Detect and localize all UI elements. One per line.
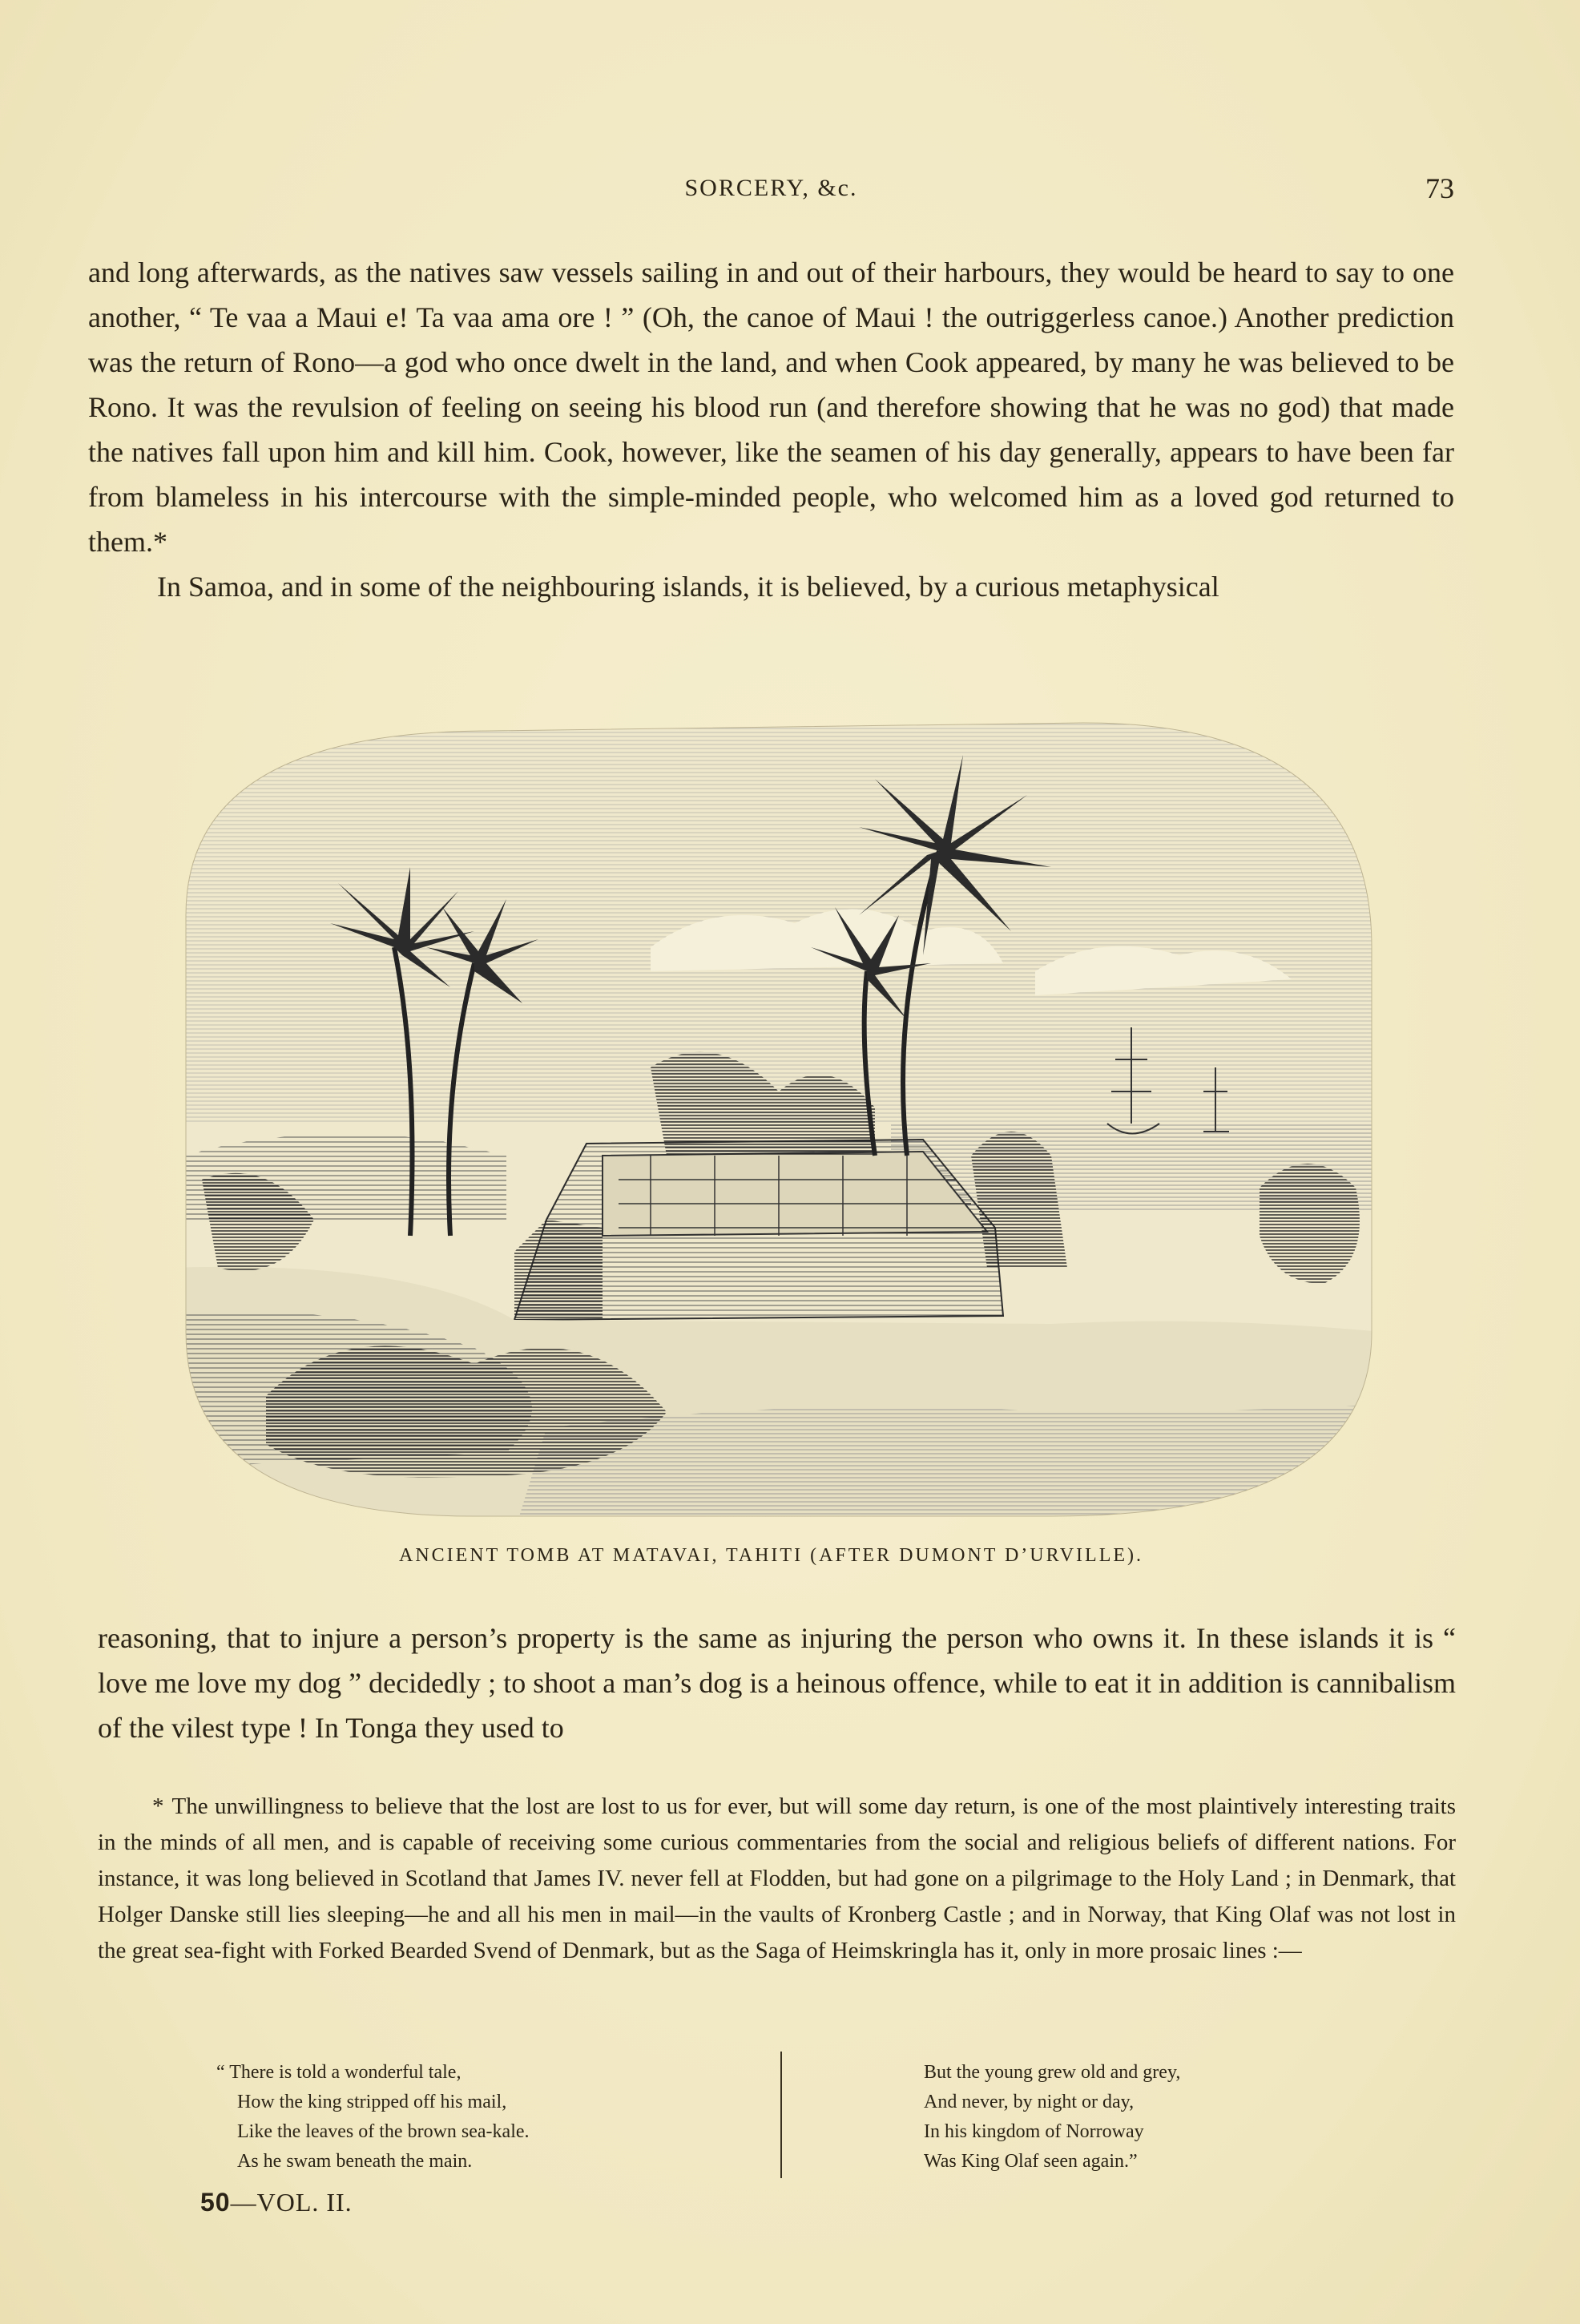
poem-divider (780, 2052, 782, 2178)
engraving-illustration (170, 707, 1381, 1532)
paragraph-continued-top: and long afterwards, as the natives saw vessels sailing in and out of their harbours, they would be heard to say to one another, “ Te vaa a Maui e! Ta vaa ama ore ! ” (Oh, the canoe of Maui ! the outriggerless canoe.) Another prediction was the return of Rono—a god who once dwelt in the land, and when Cook appeared, by many he was believed to be Rono. It was the revulsion of feeling on seeing his blood run (and therefore showing that he was no god) that made the natives fall upon him and kill him. Cook, however, like the seamen of his day generally, appears to have been far from blameless in his intercourse with the simple-minded people, who welcomed him as a loved god returned to them.* (88, 256, 1454, 558)
poem-line: Was King Olaf seen again.” (924, 2151, 1138, 2172)
poem-line: And never, by night or day, (924, 2092, 1135, 2112)
running-head (88, 172, 1454, 207)
paragraph-samoa-start: In Samoa, and in some of the neighbouring islands, it is believed, by a curious metaphysical (157, 571, 1219, 603)
poem-line: In his kingdom of Norroway (924, 2121, 1144, 2142)
poem-line: “ There is told a wonderful tale, (216, 2062, 462, 2083)
illustration-caption: ANCIENT TOMB AT MATAVAI, TAHITI (AFTER DUMONT D’URVILLE). (398, 1545, 1144, 1566)
body-text-top (88, 250, 1454, 609)
poem-line: How the king stripped off his mail, (237, 2092, 507, 2112)
poem-left-stanza (216, 2058, 530, 2177)
footnote (98, 1789, 1456, 1969)
poem-line: As he swam beneath the main. (237, 2151, 473, 2172)
poem-right-stanza (924, 2058, 1180, 2177)
signature-volume: —VOL. II. (230, 2188, 353, 2217)
signature-number: 50 (200, 2188, 231, 2217)
footnote-mark: * (152, 1793, 164, 1819)
poem-line: But the young grew old and grey, (924, 2062, 1181, 2083)
footnote-text: The unwillingness to believe that the lost are lost to us for ever, but will some day return, is one of the most plaintively interesting traits in the minds of all men, and is capable of receiving some curious commentaries from the social and religious beliefs of different nations. For instance, it was long believed in Scotland that James IV. never fell at Flodden, but had gone on a pilgrimage to the Holy Land ; in Denmark, that Holger Danske still lies sleeping—he and all his men in mail—in the vaults of Kronberg Castle ; and in Norway, that King Olaf was not lost in the great sea-fight with Forked Bearded Svend of Denmark, but as the Saga of Heimskringla has it, only in more prosaic lines :— (98, 1793, 1456, 1963)
printer-signature (200, 2188, 353, 2217)
page-number: 73 (1425, 172, 1454, 204)
running-title: SORCERY, &c. (684, 175, 858, 201)
poem-line: Like the leaves of the brown sea-kale. (237, 2121, 530, 2142)
body-text-continued: reasoning, that to injure a person’s property is the same as injuring the person who owns it. In these islands it is “ love me love my dog ” decidedly ; to shoot a man’s dog is a heinous offence, while to eat it in addition is cannibalism of the vilest type ! In Tonga they used to (98, 1622, 1456, 1744)
